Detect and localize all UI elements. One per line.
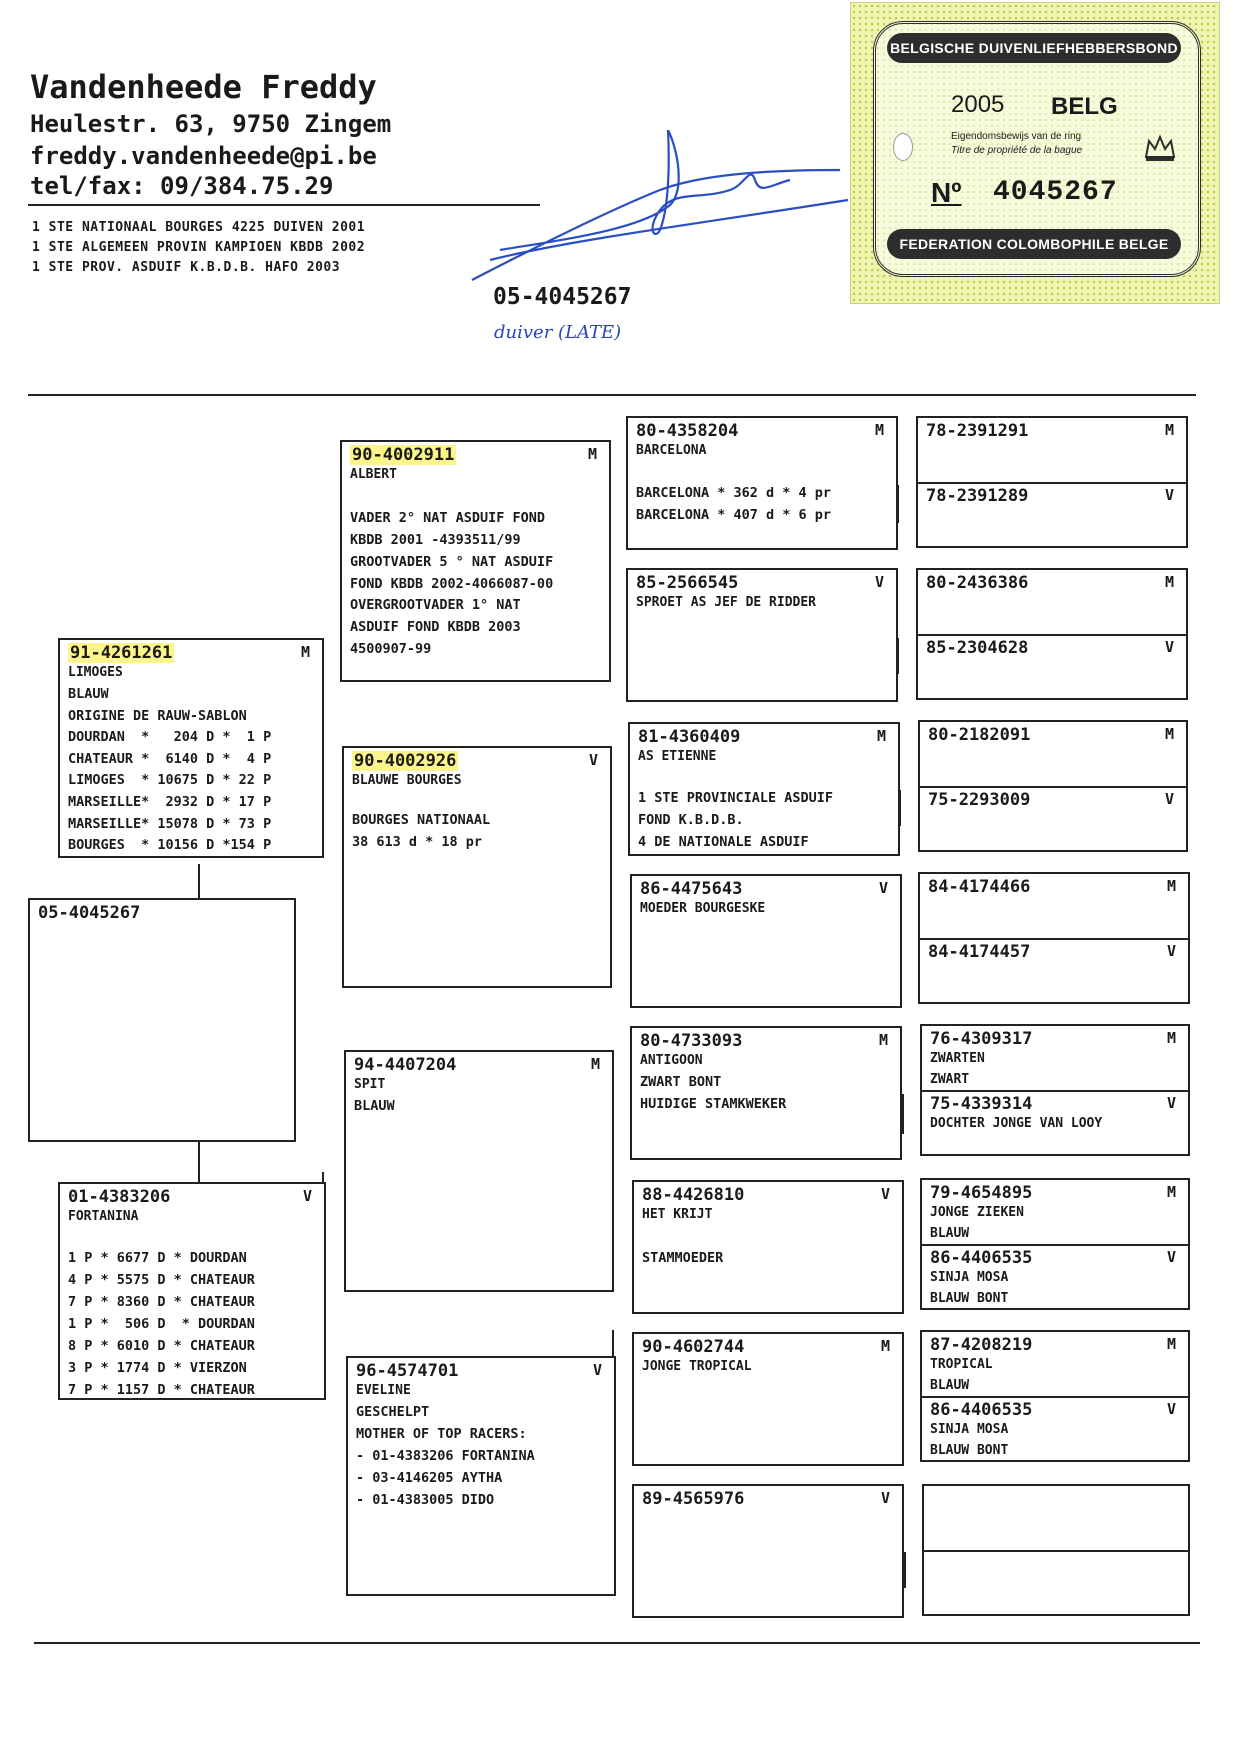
stamp-line-fr: Titre de propriété de la bague (951, 145, 1083, 156)
g3-8-sex: V (880, 1489, 890, 1507)
g4-3v-ring: 75-2293009 (928, 790, 1031, 810)
ff-sex: M (587, 445, 597, 463)
father-line-6: MARSEILLE* 2932 D * 17 P (68, 794, 272, 810)
mother-ring: 01-4383206 (68, 1187, 171, 1207)
g4-6m-ring: 79-4654895 (930, 1183, 1033, 1203)
g4-divider (924, 1550, 1188, 1552)
g4-5v-name: DOCHTER JONGE VAN LOOY (930, 1116, 1103, 1131)
father-line-3: DOURDAN * 204 D * 1 P (68, 729, 272, 745)
g4-divider (918, 482, 1186, 484)
mf-sex: M (590, 1055, 600, 1073)
stamp-number: 4045267 (993, 177, 1118, 208)
ff-line-1: VADER 2° NAT ASDUIF FOND (350, 510, 546, 526)
g4-divider (922, 1396, 1188, 1398)
g4-1v-ring: 78-2391289 (926, 486, 1029, 506)
g4-6m-sex: M (1166, 1183, 1176, 1201)
owner-name: Vandenheede Freddy (30, 68, 377, 106)
stamp-country: BELG (1051, 93, 1118, 120)
mf-name: SPIT (354, 1077, 386, 1092)
ring-certificate-stamp (850, 2, 1220, 304)
father-line-4: CHATEAUR * 6140 D * 4 P (68, 751, 272, 767)
g4-5m-ring: 76-4309317 (930, 1029, 1033, 1049)
g3-5-line-2: HUIDIGE STAMKWEKER (640, 1096, 787, 1112)
g3-1-name: BARCELONA (636, 443, 707, 458)
owner-address: Heulestr. 63, 9750 Zingem (30, 110, 392, 138)
stamp-line-nl: Eigendomsbewijs van de ring (951, 131, 1082, 142)
g4-1m-sex: M (1164, 421, 1174, 439)
mm-sex: V (592, 1361, 602, 1379)
mother-sex: V (302, 1187, 312, 1205)
g4-6v-extra: BLAUW BONT (930, 1291, 1009, 1306)
mm-ring: 96-4574701 (356, 1361, 459, 1381)
pedigree-ff-box (340, 440, 611, 682)
g4-divider (922, 1090, 1188, 1092)
mm-line-2: MOTHER OF TOP RACERS: (356, 1426, 527, 1442)
pedigree-g4-box-5 (920, 1024, 1190, 1156)
father-line-7: MARSEILLE* 15078 D * 73 P (68, 816, 272, 832)
ff-line-3: GROOTVADER 5 ° NAT ASDUIF (350, 554, 554, 570)
connector (904, 1552, 906, 1588)
g4-7m-name: TROPICAL (930, 1357, 993, 1372)
g4-1m-ring: 78-2391291 (926, 421, 1029, 441)
ff-line-5: OVERGROOTVADER 1° NAT (350, 597, 521, 613)
mother-line-1: 1 P * 6677 D * DOURDAN (68, 1250, 247, 1266)
mother-line-2: 4 P * 5575 D * CHATEAUR (68, 1272, 255, 1288)
ff-line-4: FOND KBDB 2002-4066087-00 (350, 576, 554, 592)
g4-2v-sex: V (1164, 638, 1174, 656)
g4-6m-name: JONGE ZIEKEN (930, 1205, 1024, 1220)
g4-7v-ring: 86-4406535 (930, 1400, 1033, 1420)
g4-6v-ring: 86-4406535 (930, 1248, 1033, 1268)
mm-line-3: - 01-4383206 FORTANINA (356, 1448, 535, 1464)
g3-5-ring: 80-4733093 (640, 1031, 743, 1051)
father-line-5: LIMOGES * 10675 D * 22 P (68, 772, 272, 788)
stamp-number-label: Nº (931, 177, 962, 208)
g3-6-name: HET KRIJT (642, 1207, 713, 1222)
fm-line-2: 38 613 d * 18 pr (352, 834, 483, 850)
pedigree-fm-box (342, 746, 612, 988)
g4-5v-ring: 75-4339314 (930, 1094, 1033, 1114)
achievement-3: 1 STE PROV. ASDUIF K.B.D.B. HAFO 2003 (32, 260, 341, 275)
g3-3-line-1: 1 STE PROVINCIALE ASDUIF (638, 790, 834, 806)
g3-4-sex: V (878, 879, 888, 897)
mother-line-3: 7 P * 8360 D * CHATEAUR (68, 1294, 255, 1310)
g4-divider (918, 634, 1186, 636)
pedigree-g3-box-5 (630, 1026, 902, 1160)
mother-line-4: 1 P * 506 D * DOURDAN (68, 1316, 255, 1332)
ring-number-title: 05-4045267 (493, 284, 632, 310)
father-name: LIMOGES (68, 665, 123, 680)
g4-7v-sex: V (1166, 1400, 1176, 1418)
pedigree-g3-box-6 (632, 1180, 904, 1314)
pedigree-mm-box (346, 1356, 616, 1596)
g3-6-sex: V (880, 1185, 890, 1203)
connector (198, 1142, 200, 1184)
stamp-hole-icon (893, 133, 913, 161)
g3-7-name: JONGE TROPICAL (642, 1359, 752, 1374)
fm-ring: 90-4002926 (354, 751, 457, 771)
g3-5-line-1: ZWART BONT (640, 1074, 722, 1090)
fm-name: BLAUWE BOURGES (352, 773, 462, 788)
g4-4m-sex: M (1166, 877, 1176, 895)
mf-ring: 94-4407204 (354, 1055, 457, 1075)
g4-7v-name: SINJA MOSA (930, 1422, 1009, 1437)
ff-line-6: ASDUIF FOND KBDB 2003 (350, 619, 521, 635)
pedigree-g4-box-4 (918, 872, 1190, 1004)
father-ring: 91-4261261 (70, 643, 173, 663)
g4-4m-ring: 84-4174466 (928, 877, 1031, 897)
g3-1-sex: M (874, 421, 884, 439)
g3-2-name: SPROET AS JEF DE RIDDER (636, 595, 817, 610)
header-divider (28, 204, 540, 206)
owner-email: freddy.vandenheede@pi.be (30, 142, 377, 170)
g3-2-ring: 85-2566545 (636, 573, 739, 593)
g4-7m-ring: 87-4208219 (930, 1335, 1033, 1355)
ff-line-7: 4500907-99 (350, 641, 432, 657)
achievement-2: 1 STE ALGEMEEN PROVIN KAMPIOEN KBDB 2002 (32, 240, 366, 255)
connector (198, 864, 200, 898)
pedigree-top-divider (28, 394, 1196, 396)
ff-ring: 90-4002911 (352, 445, 455, 465)
g3-6-line-2: STAMMOEDER (642, 1250, 724, 1266)
fm-line-1: BOURGES NATIONAAL (352, 812, 491, 828)
stamp-year: 2005 (951, 91, 1005, 118)
g3-3-line-3: 4 DE NATIONALE ASDUIF (638, 834, 809, 850)
mother-line-6: 3 P * 1774 D * VIERZON (68, 1360, 247, 1376)
fm-sex: V (588, 751, 598, 769)
g3-3-sex: M (876, 727, 886, 745)
g3-1-ring: 80-4358204 (636, 421, 739, 441)
pedigree-g3-box-3 (628, 722, 900, 856)
pedigree-g3-box-1 (626, 416, 898, 550)
mother-name: FORTANINA (68, 1209, 139, 1224)
g3-7-ring: 90-4602744 (642, 1337, 745, 1357)
g4-3m-ring: 80-2182091 (928, 725, 1031, 745)
g3-4-ring: 86-4475643 (640, 879, 743, 899)
pedigree-g4-box-1 (916, 416, 1188, 548)
pedigree-father-box (58, 638, 324, 858)
handwritten-note: duiver (LATE) (494, 322, 622, 343)
g4-divider (922, 1244, 1188, 1246)
g3-3-line-2: FOND K.B.D.B. (638, 812, 744, 828)
ff-name: ALBERT (350, 467, 397, 482)
g4-4v-ring: 84-4174457 (928, 942, 1031, 962)
g4-6m-extra: BLAUW (930, 1226, 970, 1241)
pedigree-g4-box-6 (920, 1178, 1190, 1310)
g4-2v-ring: 85-2304628 (926, 638, 1029, 658)
pedigree-mother-box (58, 1182, 326, 1400)
mm-name: EVELINE (356, 1383, 411, 1398)
g4-3v-sex: V (1164, 790, 1174, 808)
mf-line-1: BLAUW (354, 1098, 395, 1114)
g4-6v-name: SINJA MOSA (930, 1270, 1009, 1285)
pedigree-g4-box-3 (918, 720, 1188, 852)
g4-2m-sex: M (1164, 573, 1174, 591)
g3-3-ring: 81-4360409 (638, 727, 741, 747)
mm-line-5: - 01-4383005 DIDO (356, 1492, 495, 1508)
g3-6-ring: 88-4426810 (642, 1185, 745, 1205)
g4-5m-extra: ZWART (930, 1072, 970, 1087)
father-line-2: ORIGINE DE RAUW-SABLON (68, 708, 247, 724)
g3-8-ring: 89-4565976 (642, 1489, 745, 1509)
mm-line-4: - 03-4146205 AYTHA (356, 1470, 503, 1486)
pedigree-g3-box-4 (630, 874, 902, 1008)
g3-3-name: AS ETIENNE (638, 749, 717, 764)
father-line-8: BOURGES * 10156 D *154 P (68, 837, 272, 853)
g4-5v-sex: V (1166, 1094, 1176, 1112)
ff-line-2: KBDB 2001 -4393511/99 (350, 532, 521, 548)
pedigree-g3-box-2 (626, 568, 898, 702)
mm-line-1: GESCHELPT (356, 1404, 430, 1420)
pedigree-g4-box-7 (920, 1330, 1190, 1462)
owner-phone: tel/fax: 09/384.75.29 (30, 172, 334, 200)
pedigree-g3-box-7 (632, 1332, 904, 1466)
pedigree-pigeon-box (28, 898, 296, 1142)
signature (470, 130, 850, 290)
g3-2-sex: V (874, 573, 884, 591)
g4-5m-sex: M (1166, 1029, 1176, 1047)
g3-4-name: MOEDER BOURGESKE (640, 901, 766, 916)
crown-icon (1143, 133, 1177, 163)
g3-5-sex: M (878, 1031, 888, 1049)
father-sex: M (300, 643, 310, 661)
g3-1-line-2: BARCELONA * 407 d * 6 pr (636, 507, 832, 523)
g4-4v-sex: V (1166, 942, 1176, 960)
g4-1v-sex: V (1164, 486, 1174, 504)
pedigree-g4-box-8 (922, 1484, 1190, 1616)
g4-divider (920, 938, 1188, 940)
pedigree-mf-box (344, 1050, 614, 1292)
g4-7v-extra: BLAUW BONT (930, 1443, 1009, 1458)
stamp-top-band: BELGISCHE DUIVENLIEFHEBBERSBOND (887, 33, 1181, 63)
g3-7-sex: M (880, 1337, 890, 1355)
g4-7m-sex: M (1166, 1335, 1176, 1353)
g4-divider (920, 786, 1186, 788)
g4-5m-name: ZWARTEN (930, 1051, 985, 1066)
pigeon-ring: 05-4045267 (38, 903, 141, 923)
g4-3m-sex: M (1164, 725, 1174, 743)
pedigree-g3-box-8 (632, 1484, 904, 1618)
g3-5-name: ANTIGOON (640, 1053, 703, 1068)
father-line-1: BLAUW (68, 686, 109, 702)
stamp-bottom-band: FEDERATION COLOMBOPHILE BELGE (887, 229, 1181, 259)
g4-7m-extra: BLAUW (930, 1378, 970, 1393)
mother-line-5: 8 P * 6010 D * CHATEAUR (68, 1338, 255, 1354)
g4-6v-sex: V (1166, 1248, 1176, 1266)
g4-2m-ring: 80-2436386 (926, 573, 1029, 593)
pedigree-g4-box-2 (916, 568, 1188, 700)
connector (902, 1094, 904, 1134)
achievement-1: 1 STE NATIONAAL BOURGES 4225 DUIVEN 2001 (32, 220, 366, 235)
mother-line-7: 7 P * 1157 D * CHATEAUR (68, 1382, 255, 1398)
pedigree-bottom-divider (34, 1642, 1200, 1644)
g3-1-line-1: BARCELONA * 362 d * 4 pr (636, 485, 832, 501)
